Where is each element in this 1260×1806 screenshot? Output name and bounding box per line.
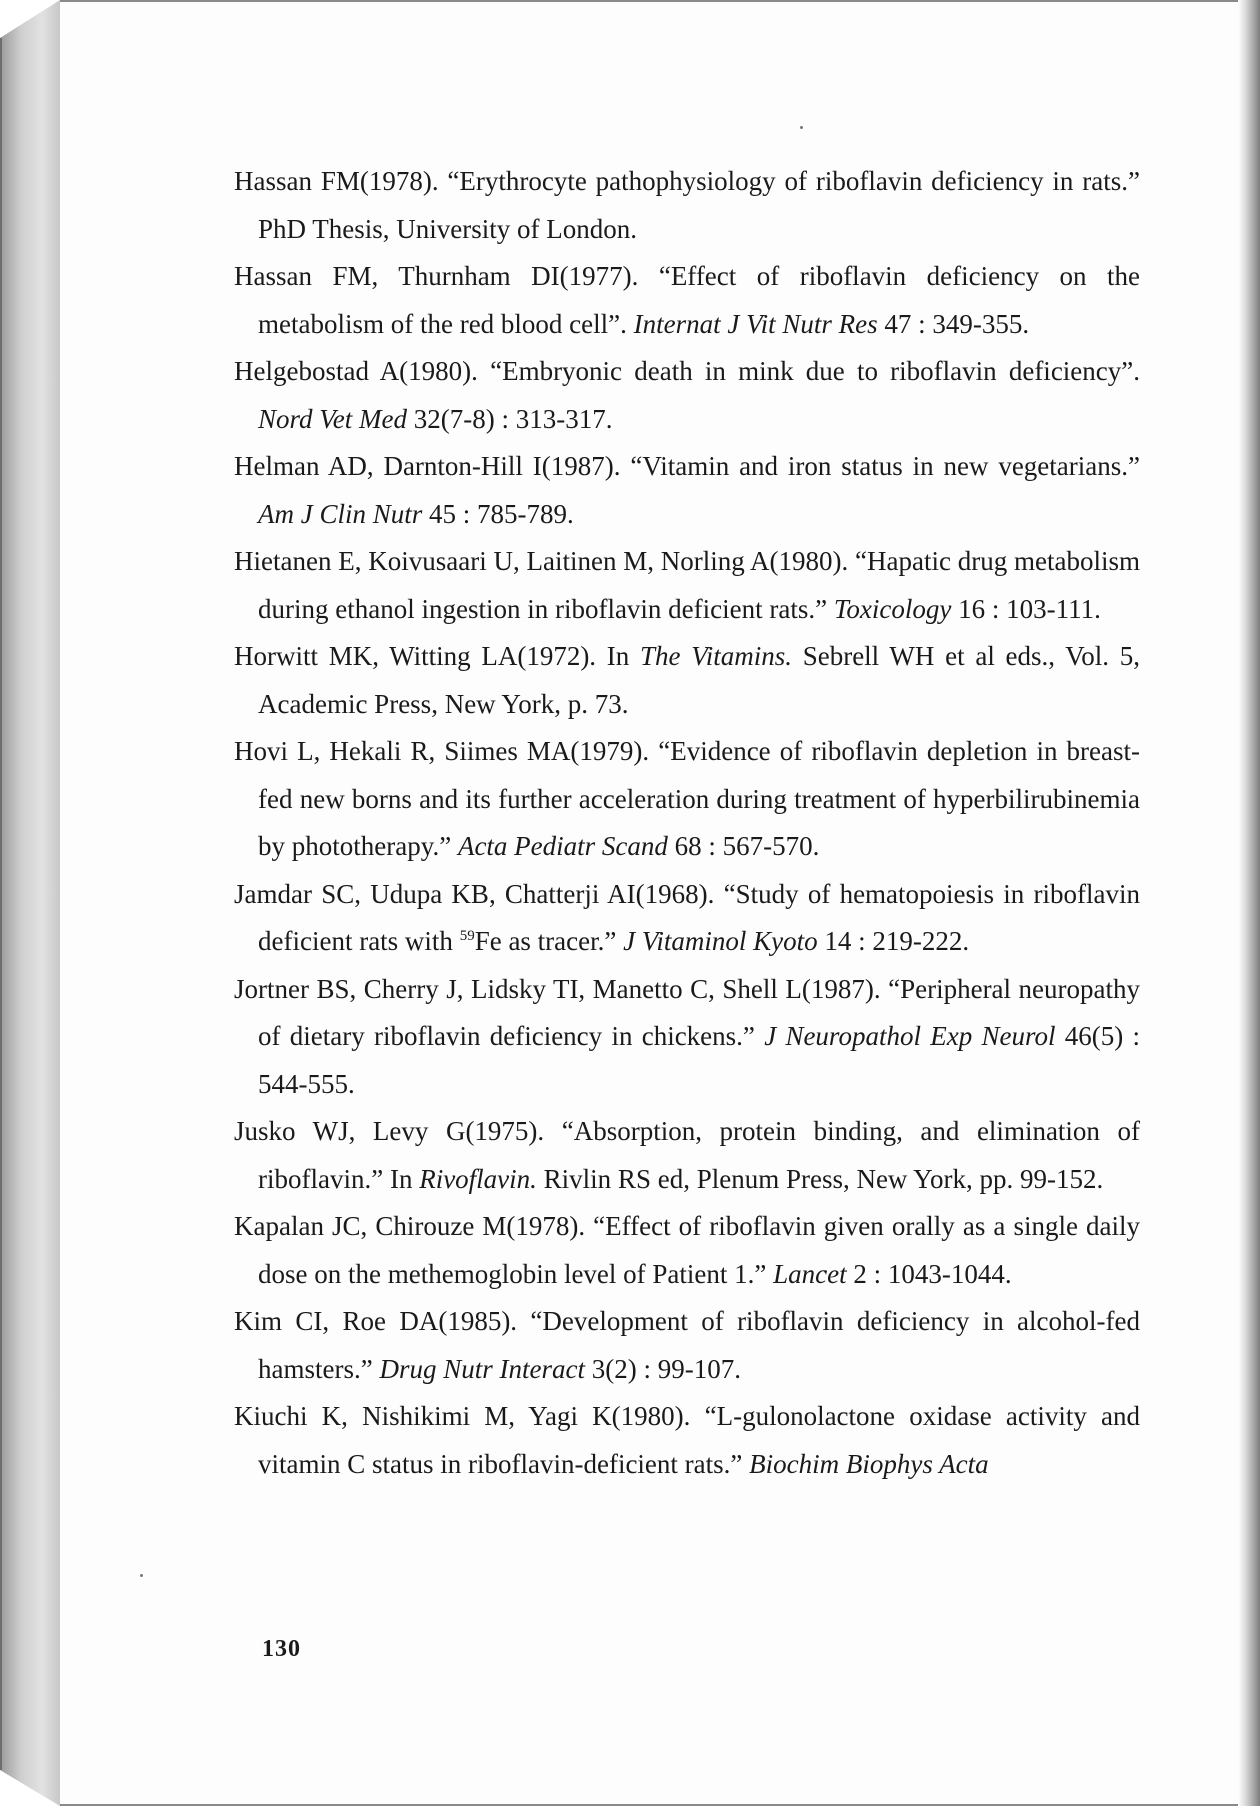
- reference-entry: Hassan FM(1978). “Erythrocyte pathophysiology of riboflavin deficiency in rats.” PhD Thesis, University of London.: [234, 166, 1140, 244]
- spine-edge: [0, 38, 2, 1770]
- reference-entry: Kim CI, Roe DA(1985). “Development of riboflavin deficiency in alcohol-fed hamsters.” Drug Nutr Interact 3(2) : 99-107.: [234, 1306, 1140, 1384]
- speck: [800, 126, 803, 129]
- page-edge-shadow: [1238, 0, 1260, 1806]
- speck: [140, 1574, 143, 1577]
- reference-entry: Jortner BS, Cherry J, Lidsky TI, Manetto C, Shell L(1987). “Peripheral neuropathy of dietary riboflavin deficiency in chickens.” J Neuropathol Exp Neurol 46(5) : 544-555.: [234, 973, 1140, 1099]
- reference-entry: Jamdar SC, Udupa KB, Chatterji AI(1968). “Study of hematopoiesis in riboflavin deficient rats with $^{59}$Fe as tracer.” J Vitaminol Kyoto 14 : 219-222.: [234, 878, 1140, 956]
- reference-entry: Helman AD, Darnton-Hill I(1987). “Vitamin and iron status in new vegetarians.” Am J Clin Nutr 45 : 785-789.: [234, 451, 1140, 529]
- reference-list: [234, 158, 1140, 1488]
- reference-entry: Hassan FM, Thurnham DI(1977). “Effect of riboflavin deficiency on the metabolism of the red blood cell”. Internat J Vit Nutr Res 47 : 349-355.: [234, 261, 1140, 339]
- reference-entry: Horwitt MK, Witting LA(1972). In The Vitamins. Sebrell WH et al eds., Vol. 5, Academic Press, New York, p. 73.: [234, 641, 1141, 719]
- reference-entry: Kiuchi K, Nishikimi M, Yagi K(1980). “L-gulonolactone oxidase activity and vitamin C status in riboflavin-deficient rats.” Biochim Biophys Acta: [234, 1401, 1140, 1479]
- reference-entry: Hietanen E, Koivusaari U, Laitinen M, Norling A(1980). “Hapatic drug metabolism during ethanol ingestion in riboflavin deficient rats.” Toxicology 16 : 103-111.: [234, 546, 1140, 624]
- book-spine: [0, 0, 60, 1806]
- isotope-superscript: 59: [459, 928, 475, 944]
- reference-entry: Hovi L, Hekali R, Siimes MA(1979). “Evidence of riboflavin depletion in breast-fed new borns and its further acceleration during treatment of hyperbilirubinemia by phototherapy.” Acta Pediatr Scand 68 : 567-570.: [234, 736, 1140, 861]
- page-number: 130: [262, 1636, 301, 1662]
- reference-entry: Kapalan JC, Chirouze M(1978). “Effect of riboflavin given orally as a single daily dose on the methemoglobin level of Patient 1.” Lancet 2 : 1043-1044.: [234, 1211, 1140, 1289]
- reference-entry: Helgebostad A(1980). “Embryonic death in mink due to riboflavin deficiency”. Nord Vet Med 32(7-8) : 313-317.: [234, 356, 1140, 434]
- reference-entry: Jusko WJ, Levy G(1975). “Absorption, protein binding, and elimination of riboflavin.” In Rivoflavin. Rivlin RS ed, Plenum Press, New York, pp. 99-152.: [234, 1116, 1140, 1194]
